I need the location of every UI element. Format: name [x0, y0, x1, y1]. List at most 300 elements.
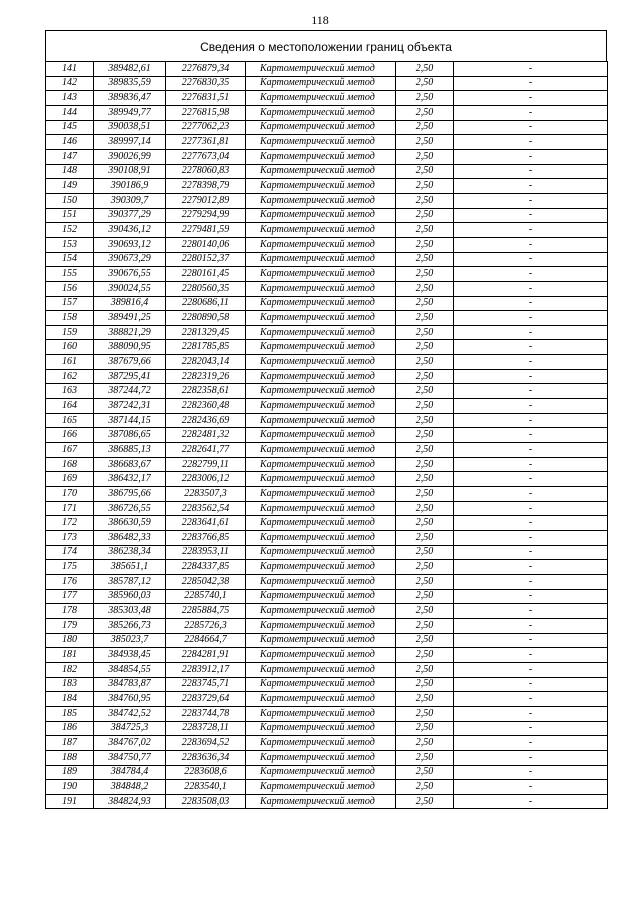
description-cell: - — [454, 472, 608, 487]
point-number-cell: 152 — [46, 223, 94, 238]
point-number-cell: 149 — [46, 179, 94, 194]
table-row — [46, 531, 608, 546]
accuracy-cell: 2,50 — [396, 252, 454, 267]
method-cell: Картометрический метод — [246, 267, 396, 282]
y-coordinate-cell: 2283744,78 — [166, 706, 246, 721]
table-row — [46, 780, 608, 795]
x-coordinate-cell: 386683,67 — [94, 457, 166, 472]
point-number-cell: 186 — [46, 721, 94, 736]
table-row — [46, 750, 608, 765]
description-cell: - — [454, 325, 608, 340]
point-number-cell: 174 — [46, 545, 94, 560]
accuracy-cell: 2,50 — [396, 62, 454, 77]
description-cell: - — [454, 516, 608, 531]
y-coordinate-cell: 2278398,79 — [166, 179, 246, 194]
table-row — [46, 413, 608, 428]
accuracy-cell: 2,50 — [396, 648, 454, 663]
table-row — [46, 355, 608, 370]
point-number-cell: 184 — [46, 692, 94, 707]
table-row — [46, 589, 608, 604]
method-cell: Картометрический метод — [246, 589, 396, 604]
method-cell: Картометрический метод — [246, 765, 396, 780]
x-coordinate-cell: 384767,02 — [94, 736, 166, 751]
accuracy-cell: 2,50 — [396, 780, 454, 795]
x-coordinate-cell: 386885,13 — [94, 443, 166, 458]
y-coordinate-cell: 2276830,35 — [166, 76, 246, 91]
y-coordinate-cell: 2282481,32 — [166, 428, 246, 443]
point-number-cell: 154 — [46, 252, 94, 267]
table-row — [46, 662, 608, 677]
x-coordinate-cell: 384784,4 — [94, 765, 166, 780]
y-coordinate-cell: 2282360,48 — [166, 399, 246, 414]
accuracy-cell: 2,50 — [396, 428, 454, 443]
y-coordinate-cell: 2285884,75 — [166, 604, 246, 619]
description-cell: - — [454, 296, 608, 311]
x-coordinate-cell: 386482,33 — [94, 531, 166, 546]
description-cell: - — [454, 223, 608, 238]
accuracy-cell: 2,50 — [396, 384, 454, 399]
y-coordinate-cell: 2283729,64 — [166, 692, 246, 707]
method-cell: Картометрический метод — [246, 531, 396, 546]
x-coordinate-cell: 389816,4 — [94, 296, 166, 311]
x-coordinate-cell: 387679,66 — [94, 355, 166, 370]
y-coordinate-cell: 2280890,58 — [166, 311, 246, 326]
x-coordinate-cell: 390038,51 — [94, 120, 166, 135]
accuracy-cell: 2,50 — [396, 296, 454, 311]
description-cell: - — [454, 311, 608, 326]
description-cell: - — [454, 501, 608, 516]
point-number-cell: 159 — [46, 325, 94, 340]
point-number-cell: 146 — [46, 135, 94, 150]
description-cell: - — [454, 399, 608, 414]
table-row — [46, 179, 608, 194]
description-cell: - — [454, 237, 608, 252]
y-coordinate-cell: 2282799,11 — [166, 457, 246, 472]
point-number-cell: 175 — [46, 560, 94, 575]
y-coordinate-cell: 2280161,45 — [166, 267, 246, 282]
accuracy-cell: 2,50 — [396, 545, 454, 560]
accuracy-cell: 2,50 — [396, 76, 454, 91]
y-coordinate-cell: 2285740,1 — [166, 589, 246, 604]
description-cell: - — [454, 633, 608, 648]
description-cell: - — [454, 443, 608, 458]
y-coordinate-cell: 2276815,98 — [166, 105, 246, 120]
method-cell: Картометрический метод — [246, 208, 396, 223]
table-row — [46, 267, 608, 282]
description-cell: - — [454, 252, 608, 267]
method-cell: Картометрический метод — [246, 794, 396, 809]
y-coordinate-cell: 2283508,03 — [166, 794, 246, 809]
page-number: 118 — [311, 13, 329, 27]
table-row — [46, 574, 608, 589]
y-coordinate-cell: 2281329,45 — [166, 325, 246, 340]
table-row — [46, 472, 608, 487]
method-cell: Картометрический метод — [246, 604, 396, 619]
method-cell: Картометрический метод — [246, 355, 396, 370]
x-coordinate-cell: 387144,15 — [94, 413, 166, 428]
method-cell: Картометрический метод — [246, 369, 396, 384]
table-row — [46, 135, 608, 150]
description-cell: - — [454, 780, 608, 795]
point-number-cell: 170 — [46, 487, 94, 502]
point-number-cell: 163 — [46, 384, 94, 399]
table-row — [46, 516, 608, 531]
x-coordinate-cell: 385960,03 — [94, 589, 166, 604]
y-coordinate-cell: 2284664,7 — [166, 633, 246, 648]
point-number-cell: 162 — [46, 369, 94, 384]
y-coordinate-cell: 2283728,11 — [166, 721, 246, 736]
method-cell: Картометрический метод — [246, 545, 396, 560]
description-cell: - — [454, 677, 608, 692]
description-cell: - — [454, 91, 608, 106]
x-coordinate-cell: 390108,91 — [94, 164, 166, 179]
point-number-cell: 173 — [46, 531, 94, 546]
accuracy-cell: 2,50 — [396, 501, 454, 516]
table-row — [46, 399, 608, 414]
x-coordinate-cell: 390024,55 — [94, 281, 166, 296]
accuracy-cell: 2,50 — [396, 311, 454, 326]
method-cell: Картометрический метод — [246, 325, 396, 340]
x-coordinate-cell: 384824,93 — [94, 794, 166, 809]
y-coordinate-cell: 2279294,99 — [166, 208, 246, 223]
accuracy-cell: 2,50 — [396, 369, 454, 384]
description-cell: - — [454, 765, 608, 780]
table-row — [46, 604, 608, 619]
x-coordinate-cell: 389836,47 — [94, 91, 166, 106]
accuracy-cell: 2,50 — [396, 589, 454, 604]
accuracy-cell: 2,50 — [396, 443, 454, 458]
y-coordinate-cell: 2285042,38 — [166, 574, 246, 589]
description-cell: - — [454, 208, 608, 223]
table-row — [46, 296, 608, 311]
description-cell: - — [454, 560, 608, 575]
y-coordinate-cell: 2283562,54 — [166, 501, 246, 516]
method-cell: Картометрический метод — [246, 340, 396, 355]
description-cell: - — [454, 487, 608, 502]
point-number-cell: 168 — [46, 457, 94, 472]
x-coordinate-cell: 385303,48 — [94, 604, 166, 619]
method-cell: Картометрический метод — [246, 105, 396, 120]
description-cell: - — [454, 76, 608, 91]
point-number-cell: 157 — [46, 296, 94, 311]
x-coordinate-cell: 384854,55 — [94, 662, 166, 677]
table-row — [46, 618, 608, 633]
table-row — [46, 164, 608, 179]
accuracy-cell: 2,50 — [396, 193, 454, 208]
x-coordinate-cell: 390377,29 — [94, 208, 166, 223]
description-cell: - — [454, 413, 608, 428]
y-coordinate-cell: 2281785,85 — [166, 340, 246, 355]
description-cell: - — [454, 267, 608, 282]
table-row — [46, 501, 608, 516]
accuracy-cell: 2,50 — [396, 560, 454, 575]
method-cell: Картометрический метод — [246, 62, 396, 77]
x-coordinate-cell: 386726,55 — [94, 501, 166, 516]
y-coordinate-cell: 2282043,14 — [166, 355, 246, 370]
y-coordinate-cell: 2276831,51 — [166, 91, 246, 106]
accuracy-cell: 2,50 — [396, 750, 454, 765]
point-number-cell: 167 — [46, 443, 94, 458]
accuracy-cell: 2,50 — [396, 692, 454, 707]
description-cell: - — [454, 179, 608, 194]
method-cell: Картометрический метод — [246, 618, 396, 633]
table-header — [45, 30, 607, 62]
description-cell: - — [454, 457, 608, 472]
method-cell: Картометрический метод — [246, 692, 396, 707]
description-cell: - — [454, 193, 608, 208]
table-row — [46, 560, 608, 575]
description-cell: - — [454, 384, 608, 399]
method-cell: Картометрический метод — [246, 149, 396, 164]
table-row — [46, 765, 608, 780]
method-cell: Картометрический метод — [246, 560, 396, 575]
table-row — [46, 369, 608, 384]
y-coordinate-cell: 2283694,52 — [166, 736, 246, 751]
accuracy-cell: 2,50 — [396, 457, 454, 472]
method-cell: Картометрический метод — [246, 428, 396, 443]
method-cell: Картометрический метод — [246, 179, 396, 194]
y-coordinate-cell: 2282358,61 — [166, 384, 246, 399]
table-title: Сведения о местоположении границ объекта — [200, 40, 452, 54]
x-coordinate-cell: 390309,7 — [94, 193, 166, 208]
y-coordinate-cell: 2277361,81 — [166, 135, 246, 150]
x-coordinate-cell: 386795,66 — [94, 487, 166, 502]
y-coordinate-cell: 2277673,04 — [166, 149, 246, 164]
table-row — [46, 311, 608, 326]
method-cell: Картометрический метод — [246, 677, 396, 692]
description-cell: - — [454, 428, 608, 443]
table-row — [46, 487, 608, 502]
y-coordinate-cell: 2283953,11 — [166, 545, 246, 560]
point-number-cell: 153 — [46, 237, 94, 252]
accuracy-cell: 2,50 — [396, 325, 454, 340]
method-cell: Картометрический метод — [246, 281, 396, 296]
point-number-cell: 142 — [46, 76, 94, 91]
table-row — [46, 384, 608, 399]
method-cell: Картометрический метод — [246, 91, 396, 106]
description-cell: - — [454, 750, 608, 765]
x-coordinate-cell: 385023,7 — [94, 633, 166, 648]
point-number-cell: 191 — [46, 794, 94, 809]
accuracy-cell: 2,50 — [396, 574, 454, 589]
y-coordinate-cell: 2283766,85 — [166, 531, 246, 546]
description-cell: - — [454, 589, 608, 604]
accuracy-cell: 2,50 — [396, 91, 454, 106]
y-coordinate-cell: 2282641,77 — [166, 443, 246, 458]
description-cell: - — [454, 281, 608, 296]
x-coordinate-cell: 387295,41 — [94, 369, 166, 384]
method-cell: Картометрический метод — [246, 237, 396, 252]
table-row — [46, 325, 608, 340]
point-number-cell: 181 — [46, 648, 94, 663]
x-coordinate-cell: 385787,12 — [94, 574, 166, 589]
point-number-cell: 150 — [46, 193, 94, 208]
x-coordinate-cell: 390026,99 — [94, 149, 166, 164]
method-cell: Картометрический метод — [246, 296, 396, 311]
accuracy-cell: 2,50 — [396, 618, 454, 633]
description-cell: - — [454, 648, 608, 663]
point-number-cell: 188 — [46, 750, 94, 765]
table-row — [46, 340, 608, 355]
method-cell: Картометрический метод — [246, 193, 396, 208]
point-number-cell: 183 — [46, 677, 94, 692]
point-number-cell: 148 — [46, 164, 94, 179]
table-row — [46, 692, 608, 707]
method-cell: Картометрический метод — [246, 311, 396, 326]
accuracy-cell: 2,50 — [396, 179, 454, 194]
x-coordinate-cell: 387244,72 — [94, 384, 166, 399]
x-coordinate-cell: 389949,77 — [94, 105, 166, 120]
table-row — [46, 149, 608, 164]
accuracy-cell: 2,50 — [396, 120, 454, 135]
table-row — [46, 443, 608, 458]
point-number-cell: 178 — [46, 604, 94, 619]
description-cell: - — [454, 105, 608, 120]
accuracy-cell: 2,50 — [396, 662, 454, 677]
description-cell: - — [454, 62, 608, 77]
description-cell: - — [454, 369, 608, 384]
description-cell: - — [454, 706, 608, 721]
point-number-cell: 161 — [46, 355, 94, 370]
method-cell: Картометрический метод — [246, 721, 396, 736]
method-cell: Картометрический метод — [246, 120, 396, 135]
table-row — [46, 76, 608, 91]
table-row — [46, 120, 608, 135]
method-cell: Картометрический метод — [246, 76, 396, 91]
table-row — [46, 252, 608, 267]
description-cell: - — [454, 721, 608, 736]
coordinates-table — [45, 61, 608, 809]
description-cell: - — [454, 692, 608, 707]
y-coordinate-cell: 2280686,11 — [166, 296, 246, 311]
accuracy-cell: 2,50 — [396, 223, 454, 238]
table-row — [46, 237, 608, 252]
method-cell: Картометрический метод — [246, 443, 396, 458]
x-coordinate-cell: 384750,77 — [94, 750, 166, 765]
y-coordinate-cell: 2284281,91 — [166, 648, 246, 663]
description-cell: - — [454, 794, 608, 809]
point-number-cell: 187 — [46, 736, 94, 751]
method-cell: Картометрический метод — [246, 164, 396, 179]
point-number-cell: 180 — [46, 633, 94, 648]
point-number-cell: 158 — [46, 311, 94, 326]
y-coordinate-cell: 2285726,3 — [166, 618, 246, 633]
x-coordinate-cell: 389491,25 — [94, 311, 166, 326]
y-coordinate-cell: 2283912,17 — [166, 662, 246, 677]
method-cell: Картометрический метод — [246, 648, 396, 663]
description-cell: - — [454, 618, 608, 633]
x-coordinate-cell: 384938,45 — [94, 648, 166, 663]
x-coordinate-cell: 387242,31 — [94, 399, 166, 414]
method-cell: Картометрический метод — [246, 457, 396, 472]
x-coordinate-cell: 384742,52 — [94, 706, 166, 721]
y-coordinate-cell: 2283641,61 — [166, 516, 246, 531]
point-number-cell: 176 — [46, 574, 94, 589]
y-coordinate-cell: 2284337,85 — [166, 560, 246, 575]
accuracy-cell: 2,50 — [396, 516, 454, 531]
description-cell: - — [454, 531, 608, 546]
description-cell: - — [454, 545, 608, 560]
table-row — [46, 457, 608, 472]
x-coordinate-cell: 384760,95 — [94, 692, 166, 707]
accuracy-cell: 2,50 — [396, 736, 454, 751]
point-number-cell: 164 — [46, 399, 94, 414]
point-number-cell: 156 — [46, 281, 94, 296]
x-coordinate-cell: 384783,87 — [94, 677, 166, 692]
method-cell: Картометрический метод — [246, 736, 396, 751]
x-coordinate-cell: 384848,2 — [94, 780, 166, 795]
table-row — [46, 428, 608, 443]
point-number-cell: 160 — [46, 340, 94, 355]
x-coordinate-cell: 390693,12 — [94, 237, 166, 252]
point-number-cell: 166 — [46, 428, 94, 443]
y-coordinate-cell: 2279012,89 — [166, 193, 246, 208]
method-cell: Картометрический метод — [246, 516, 396, 531]
accuracy-cell: 2,50 — [396, 413, 454, 428]
accuracy-cell: 2,50 — [396, 208, 454, 223]
description-cell: - — [454, 164, 608, 179]
method-cell: Картометрический метод — [246, 413, 396, 428]
x-coordinate-cell: 389997,14 — [94, 135, 166, 150]
accuracy-cell: 2,50 — [396, 281, 454, 296]
accuracy-cell: 2,50 — [396, 472, 454, 487]
x-coordinate-cell: 384725,3 — [94, 721, 166, 736]
x-coordinate-cell: 388090,95 — [94, 340, 166, 355]
y-coordinate-cell: 2279481,59 — [166, 223, 246, 238]
description-cell: - — [454, 574, 608, 589]
point-number-cell: 151 — [46, 208, 94, 223]
x-coordinate-cell: 386630,59 — [94, 516, 166, 531]
accuracy-cell: 2,50 — [396, 677, 454, 692]
point-number-cell: 155 — [46, 267, 94, 282]
point-number-cell: 182 — [46, 662, 94, 677]
y-coordinate-cell: 2280140,06 — [166, 237, 246, 252]
table-row — [46, 62, 608, 77]
table-row — [46, 721, 608, 736]
x-coordinate-cell: 385651,1 — [94, 560, 166, 575]
method-cell: Картометрический метод — [246, 633, 396, 648]
method-cell: Картометрический метод — [246, 135, 396, 150]
x-coordinate-cell: 390186,9 — [94, 179, 166, 194]
x-coordinate-cell: 388821,29 — [94, 325, 166, 340]
table-row — [46, 648, 608, 663]
point-number-cell: 145 — [46, 120, 94, 135]
accuracy-cell: 2,50 — [396, 487, 454, 502]
method-cell: Картометрический метод — [246, 472, 396, 487]
x-coordinate-cell: 386238,34 — [94, 545, 166, 560]
y-coordinate-cell: 2282319,26 — [166, 369, 246, 384]
table-row — [46, 736, 608, 751]
method-cell: Картометрический метод — [246, 399, 396, 414]
accuracy-cell: 2,50 — [396, 355, 454, 370]
point-number-cell: 169 — [46, 472, 94, 487]
table-row — [46, 91, 608, 106]
y-coordinate-cell: 2282436,69 — [166, 413, 246, 428]
point-number-cell: 190 — [46, 780, 94, 795]
method-cell: Картометрический метод — [246, 223, 396, 238]
point-number-cell: 185 — [46, 706, 94, 721]
table-row — [46, 193, 608, 208]
table-row — [46, 223, 608, 238]
table-row — [46, 794, 608, 809]
description-cell: - — [454, 135, 608, 150]
description-cell: - — [454, 149, 608, 164]
x-coordinate-cell: 389482,61 — [94, 62, 166, 77]
point-number-cell: 143 — [46, 91, 94, 106]
x-coordinate-cell: 387086,65 — [94, 428, 166, 443]
method-cell: Картометрический метод — [246, 501, 396, 516]
y-coordinate-cell: 2283540,1 — [166, 780, 246, 795]
